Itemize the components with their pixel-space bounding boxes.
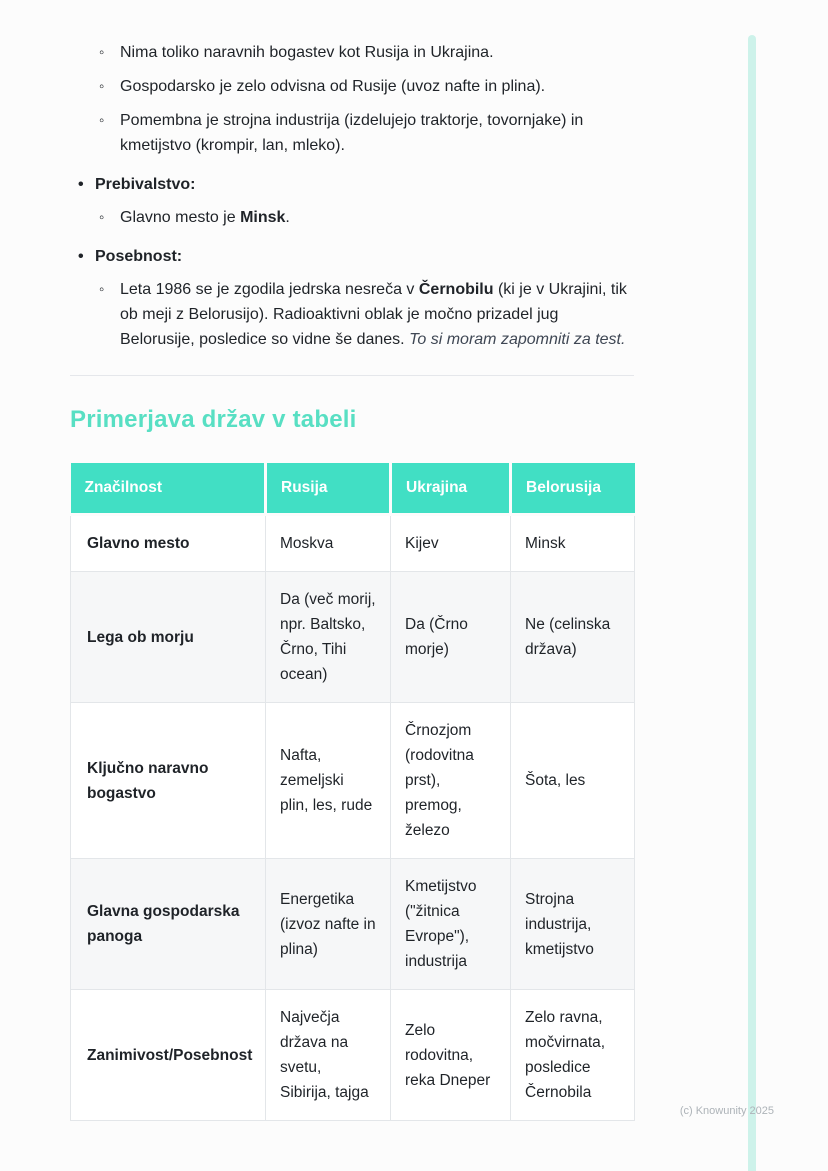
text-run: . (285, 209, 290, 226)
section-prebivalstvo (70, 172, 634, 230)
bold-text-run: Minsk (240, 209, 286, 226)
section-title-text: Posebnost: (95, 248, 183, 265)
table-cell: Največja država na svetu, Sibirija, tajga (266, 990, 391, 1121)
section-divider (70, 375, 634, 376)
text-run: Glavno mesto je (120, 209, 241, 226)
table-cell: Kmetijstvo ("žitnica Evrope"), industrija (391, 859, 511, 990)
table-cell: Moskva (266, 515, 391, 572)
document-content (70, 40, 634, 1121)
row-label-cell: Glavno mesto (71, 515, 266, 572)
table-header-row (71, 463, 635, 515)
table-cell: Kijev (391, 515, 511, 572)
column-header: Belorusija (511, 463, 635, 515)
table-cell: Strojna industrija, kmetijstvo (511, 859, 635, 990)
table-row (71, 703, 635, 859)
table-row (71, 572, 635, 703)
table-cell: Črnozjom (rodovitna prst), premog, železo (391, 703, 511, 859)
text-run: Leta 1986 se je zgodila jedrska nesreča v (120, 281, 419, 298)
column-header: Značilnost (71, 463, 266, 515)
list-item (70, 40, 634, 65)
table-cell: Minsk (511, 515, 635, 572)
section-bullet-list (70, 277, 634, 352)
text-run: (ki je v Ukrajini, tik ob meji z Belorusijo). Radioaktivni oblak je močno prizadel jug Belorusije, posledice so vidne še danes. (120, 281, 627, 348)
table-cell: Ne (celinska država) (511, 572, 635, 703)
bold-text-run: Černobilu (418, 281, 494, 298)
table-cell: Da (Črno morje) (391, 572, 511, 703)
list-item-text: Pomembna je strojna industrija (izdelujejo traktorje, tovornjake) in kmetijstvo (krompir, lan, mleko). (120, 112, 584, 154)
list-item (70, 277, 634, 352)
italic-text-run: To si moram zapomniti za test. (409, 331, 626, 348)
column-header: Rusija (266, 463, 391, 515)
section-bullet-list (70, 205, 634, 230)
section-title (70, 244, 634, 269)
table-section-heading: Primerjava držav v tabeli (70, 406, 357, 433)
table-cell: Nafta, zemeljski plin, les, rude (266, 703, 391, 859)
section-title-text: Prebivalstvo: (95, 176, 196, 193)
table-cell: Energetika (izvoz nafte in plina) (266, 859, 391, 990)
list-item (70, 108, 634, 158)
copyright-note: (c) Knowunity 2025 (679, 1105, 774, 1117)
table-row (71, 859, 635, 990)
intro-bullet-list (70, 40, 634, 158)
table-row (71, 515, 635, 572)
table-cell: Da (več morij, npr. Baltsko, Črno, Tihi ocean) (266, 572, 391, 703)
table-cell: Zelo ravna, močvirnata, posledice Černobila (511, 990, 635, 1121)
table-cell: Šota, les (511, 703, 635, 859)
row-label-cell: Zanimivost/Posebnost (71, 990, 266, 1121)
column-header: Ukrajina (391, 463, 511, 515)
list-item-text: Gospodarsko je zelo odvisna od Rusije (uvoz nafte in plina). (120, 78, 546, 95)
row-label-cell: Ključno naravno bogastvo (71, 703, 266, 859)
table-row (71, 990, 635, 1121)
list-item (70, 74, 634, 99)
list-item-text: Nima toliko naravnih bogastev kot Rusija in Ukrajina. (120, 44, 494, 61)
row-label-cell: Lega ob morju (71, 572, 266, 703)
section-title (70, 172, 634, 197)
page-edge-stripe (748, 35, 756, 1171)
country-comparison-table (70, 463, 635, 1121)
list-item (70, 205, 634, 230)
row-label-cell: Glavna gospodarska panoga (71, 859, 266, 990)
section-posebnost (70, 244, 634, 352)
table-cell: Zelo rodovitna, reka Dneper (391, 990, 511, 1121)
